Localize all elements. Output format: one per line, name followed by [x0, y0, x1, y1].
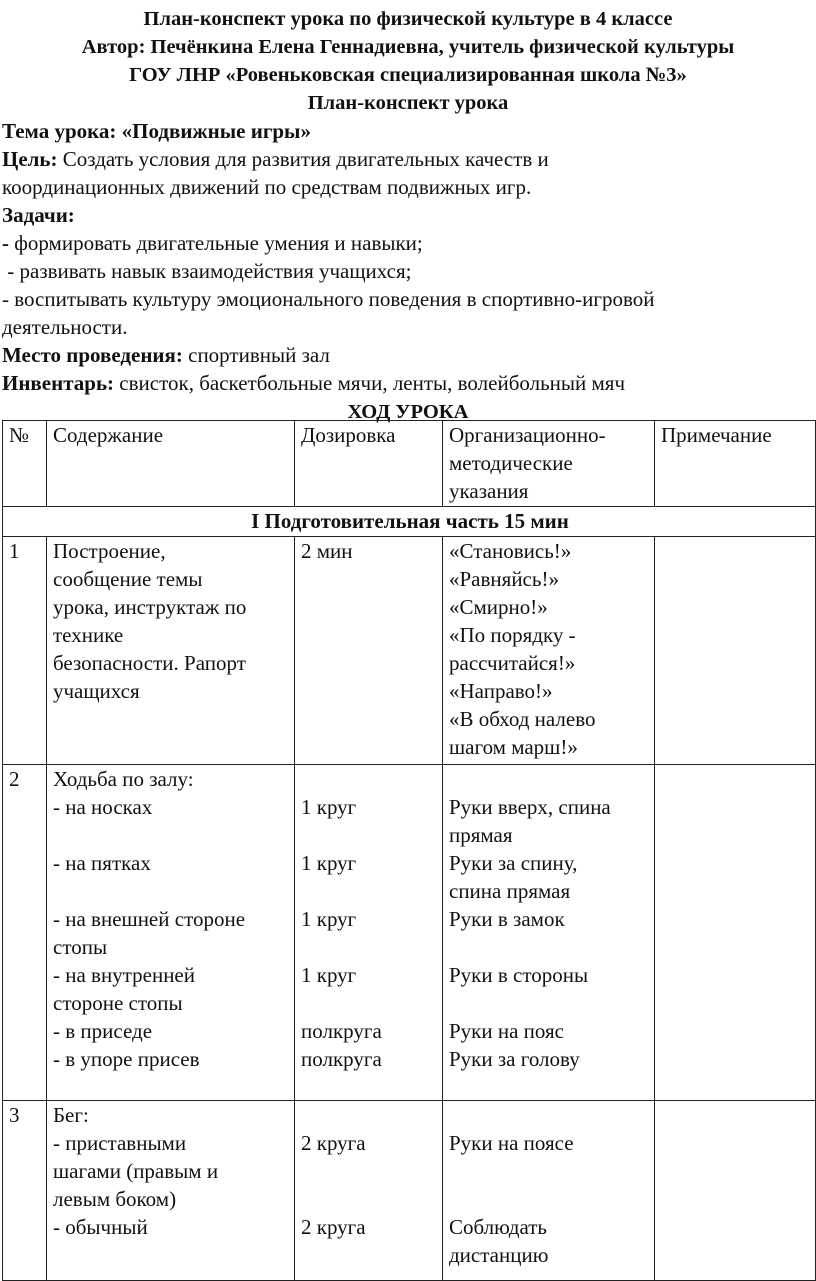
table-row	[3, 537, 816, 765]
cell-line: учащихся	[53, 679, 140, 703]
header-title: План-конспект урока по физической культуре в 4 классе	[143, 8, 673, 30]
cell-line: Бег:	[53, 1103, 89, 1127]
cell-line: «Направо!»	[449, 679, 553, 703]
task-1-dash: -	[2, 231, 9, 255]
cell-gap	[449, 1185, 650, 1213]
lesson-progress-heading: ХОД УРОКА	[347, 401, 469, 423]
cell-line: - на внешней стороне	[53, 907, 246, 931]
cell-line: «Становись!»	[449, 539, 572, 563]
cell-line: рассчитайся!»	[449, 651, 576, 675]
cell-line: технике	[53, 623, 124, 647]
cell-line: Руки за спину,	[449, 851, 578, 875]
header-author: Автор: Печёнкина Елена Геннадиевна, учитель физической культуры	[81, 36, 735, 58]
cell-line: «По порядку -	[449, 623, 576, 647]
cell-gap	[301, 877, 438, 905]
inventory-line	[2, 369, 816, 397]
tasks-label: Задачи:	[2, 203, 75, 227]
cell-line: урока, инструктаж по	[53, 595, 247, 619]
cell-line: дистанцию	[449, 1243, 549, 1267]
row-content	[47, 765, 295, 1101]
cell-gap	[449, 933, 650, 961]
cell-gap	[301, 765, 438, 793]
task-2: - развивать навык взаимодействия учащихся;	[2, 259, 412, 283]
row-note	[655, 765, 816, 1101]
cell-line: полкруга	[301, 1047, 382, 1071]
cell-line: «Смирно!»	[449, 595, 548, 619]
cell-line: Руки за голову	[449, 1047, 580, 1071]
task-1-text: формировать двигательные умения и навыки;	[9, 231, 423, 255]
header-subtitle: План-конспект урока	[307, 92, 509, 114]
section-title: I Подготовительная часть 15 мин	[3, 507, 816, 537]
row-num: 3	[3, 1101, 47, 1281]
row-note	[655, 537, 816, 765]
cell-gap	[301, 1185, 438, 1213]
cell-gap	[449, 989, 650, 1017]
cell-gap	[53, 877, 290, 905]
cell-gap	[449, 765, 650, 793]
header-note: Примечание	[655, 421, 816, 507]
row-note	[655, 1101, 816, 1281]
cell-line: Руки на пояс	[449, 1019, 564, 1043]
cell-line: - на носках	[53, 795, 153, 819]
header-dose: Дозировка	[295, 421, 443, 507]
row-org	[443, 1101, 655, 1281]
row-content	[47, 537, 295, 765]
cell-line: Построение,	[53, 539, 166, 563]
cell-line: 1 круг	[301, 963, 357, 987]
cell-line: 1 круг	[301, 795, 357, 819]
row-content	[47, 1101, 295, 1281]
cell-line: 1 круг	[301, 851, 357, 875]
cell-gap	[53, 821, 290, 849]
header-org-line: методические	[449, 451, 573, 475]
task-1	[2, 229, 816, 257]
cell-line: полкруга	[301, 1019, 382, 1043]
cell-line: Руки в стороны	[449, 963, 589, 987]
cell-line: безопасности. Рапорт	[53, 651, 246, 675]
cell-line: - на пятках	[53, 851, 151, 875]
cell-line: стопы	[53, 935, 108, 959]
row-org	[443, 765, 655, 1101]
cell-line: «В обход налево	[449, 707, 596, 731]
goal-text: Создать условия для развития двигательных качеств и	[57, 147, 549, 171]
tasks-heading	[2, 201, 816, 229]
cell-gap	[301, 933, 438, 961]
cell-line: - обычный	[53, 1215, 148, 1239]
lesson-meta	[0, 117, 816, 397]
cell-line: - в упоре присев	[53, 1047, 200, 1071]
cell-gap	[301, 989, 438, 1017]
cell-gap	[449, 1157, 650, 1185]
cell-line: - на внутренней	[53, 963, 195, 987]
place-text: спортивный зал	[182, 343, 330, 367]
header-content: Содержание	[47, 421, 295, 507]
document-header	[0, 0, 816, 117]
task-3-cont: деятельности.	[2, 315, 128, 339]
cell-line: Руки в замок	[449, 907, 565, 931]
lesson-table	[2, 420, 816, 1281]
inventory-text: свисток, баскетбольные мячи, ленты, волейбольный мяч	[114, 371, 625, 395]
row-dose	[295, 1101, 443, 1281]
inventory-label: Инвентарь:	[2, 371, 115, 395]
place-label: Место проведения:	[2, 343, 183, 367]
cell-line: Руки вверх, спина	[449, 795, 611, 819]
cell-line: «Равняйсь!»	[449, 567, 559, 591]
cell-line: стороне стопы	[53, 991, 183, 1015]
cell-gap	[301, 1157, 438, 1185]
topic-line	[2, 117, 816, 145]
row-num: 2	[3, 765, 47, 1101]
table-row	[3, 1101, 816, 1281]
goal-line-2: координационных движений по средствам подвижных игр.	[2, 175, 532, 199]
cell-line: прямая	[449, 823, 513, 847]
header-org-line: Организационно-	[449, 423, 606, 447]
table-header-row	[3, 421, 816, 507]
cell-gap	[301, 821, 438, 849]
cell-line: Ходьба по залу:	[53, 767, 194, 791]
cell-line: 1 круг	[301, 907, 357, 931]
row-dose	[295, 765, 443, 1101]
goal-label: Цель:	[2, 147, 58, 171]
topic-label: Тема урока: «Подвижные игры»	[2, 119, 311, 143]
cell-gap	[449, 1101, 650, 1129]
cell-line: левым боком)	[53, 1187, 177, 1211]
header-org	[443, 421, 655, 507]
cell-line: - приставными	[53, 1131, 187, 1155]
header-org-line: указания	[449, 479, 529, 503]
header-school: ГОУ ЛНР «Ровеньковская специализированная школа №3»	[129, 64, 687, 86]
row-dose: 2 мин	[295, 537, 443, 765]
table-row	[3, 765, 816, 1101]
section-row	[3, 507, 816, 537]
task-3: - воспитывать культуру эмоционального поведения в спортивно-игровой	[2, 287, 655, 311]
cell-line: шагами (правым и	[53, 1159, 219, 1183]
cell-line: шагом марш!»	[449, 735, 578, 759]
cell-line: Руки на поясе	[449, 1131, 574, 1155]
row-num: 1	[3, 537, 47, 765]
row-org	[443, 537, 655, 765]
cell-line: 2 круга	[301, 1131, 366, 1155]
place-line	[2, 341, 816, 369]
cell-line: - в приседе	[53, 1019, 153, 1043]
cell-line: спина прямая	[449, 879, 571, 903]
cell-gap	[301, 1101, 438, 1129]
cell-line: сообщение темы	[53, 567, 203, 591]
header-num: №	[3, 421, 47, 507]
cell-line: Соблюдать	[449, 1215, 547, 1239]
goal-line	[2, 145, 816, 173]
cell-line: 2 круга	[301, 1215, 366, 1239]
